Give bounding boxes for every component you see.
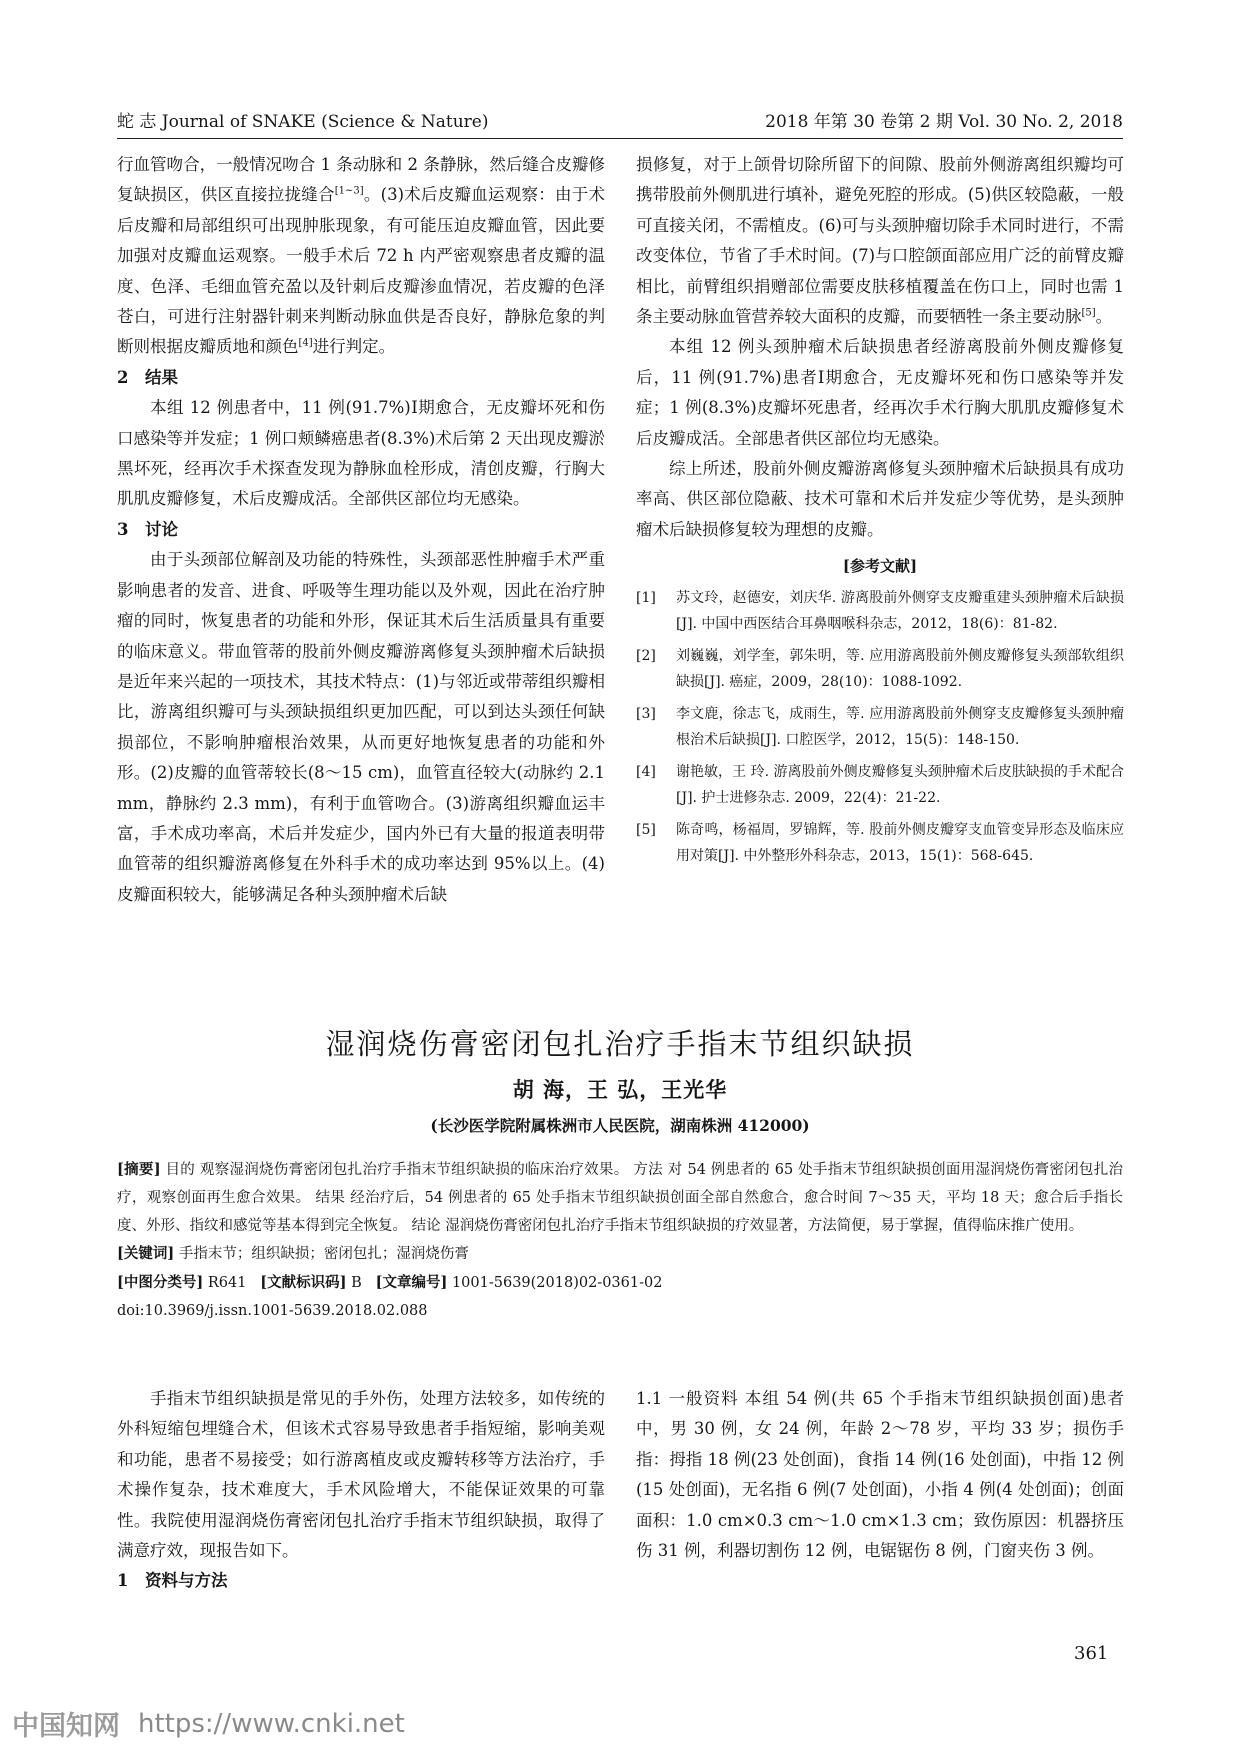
discussion-paragraph: 由于头颈部位解剖及功能的特殊性，头颈部恶性肿瘤手术严重影响患者的发音、进食、呼吸等生理功能以及外观，因此在治疗肿瘤的同时，恢复患者的功能和外形，保证其术后生活质量具有重要的临床意义。带血管蒂的股前外侧皮瓣游离修复头颈肿瘤术后缺损是近年来兴起的一项技术，其技术特点：(1)与邻近或带蒂组织瓣相比，游离组织瓣可与头颈缺损组织更加匹配，可以到达头颈任何缺损部位，不影响肿瘤根治效果，从而更好地恢复患者的功能和外形。(2)皮瓣的血管蒂较长(8～15 cm)，血管直径较大(动脉约 2.1 mm，静脉约 2.3 mm)，有利于血管吻合。(3)游离组织瓣血运丰富，手术成功率高，术后并发症少，国内外已有大量的报道表明带血管蒂的组织瓣游离修复在外科手术的成功率达到 95%以上。(4)皮瓣面积较大，能够满足各种头颈肿瘤术后缺 xyxy=(117,550,605,904)
reference-item xyxy=(636,759,1124,811)
page-number: 361 xyxy=(1074,1643,1109,1664)
reference-text: 刘巍巍，刘学奎，郭朱明，等. 应用游离股前外侧皮瓣修复头颈部软组织缺损[J]. 癌症，2009，28(10)：1088-1092. xyxy=(676,648,1124,691)
running-header xyxy=(117,107,1123,137)
reference-text: 陈奇鸣，杨福周，罗锦辉，等. 股前外侧皮瓣穿支血管变异形态及临床应用对策[J]. 中外整形外科杂志，2013，15(1)：568-645. xyxy=(676,822,1124,865)
intro-right-column xyxy=(636,1384,1124,1566)
header-issue-info: 2018 年第 30 卷第 2 期 Vol. 30 No. 2, 2018 xyxy=(765,112,1123,132)
article-title: 湿润烧伤膏密闭包扎治疗手指末节组织缺损 xyxy=(325,1027,915,1061)
reference-text: 谢艳敏，王 玲. 游离股前外侧皮瓣修复头颈肿瘤术后皮肤缺损的手术配合[J]. 护士进修杂志. 2009，22(4)：21-22. xyxy=(676,764,1124,807)
document-code-label: [文献标识码] xyxy=(260,1274,347,1292)
section-heading-results: 2 结果 xyxy=(117,367,178,387)
abstract-text: 目的 观察湿润烧伤膏密闭包扎治疗手指末节组织缺损的临床治疗效果。 方法 对 54 例患者的 65 处手指末节组织缺损创面用湿润烧伤膏密闭包扎治疗，观察创面再生愈合效果。 结果 经治疗后，54 例患者的 65 处手指末节组织缺损创面全部自然愈合，愈合时间 7～35 天，平均 18 天；愈合后手指长度、外形、指纹和感觉等基本得到完全恢复。 结论 湿润烧伤膏密闭包扎治疗手指末节组织缺损的疗效显著，方法简便，易于掌握，值得临床推广使用。 xyxy=(117,1162,1123,1234)
keywords-text: 手指末节；组织缺损；密闭包扎；湿润烧伤膏 xyxy=(178,1246,469,1263)
reference-number: [1] xyxy=(636,590,656,607)
header-journal-name: 蛇 志 Journal of SNAKE (Science & Nature) xyxy=(117,112,489,132)
abstract-label: [摘要] xyxy=(117,1161,161,1178)
intro-left-column xyxy=(117,1384,605,1597)
classification-line xyxy=(117,1269,1123,1298)
reference-number: [2] xyxy=(636,648,656,665)
reference-item xyxy=(636,585,1124,637)
left-paragraph-1: 行血管吻合，一般情况吻合 1 条动脉和 2 条静脉，然后缝合皮瓣修复缺损区，供区直接拉拢缝合[1~3]。(3)术后皮瓣血运观察：由于术后皮瓣和局部组织可出现肿胀现象，有可能压迫皮瓣血管，因此要加强对皮瓣血运观察。一般手术后 72 h 内严密观察患者皮瓣的温度、色泽、毛细血管充盈以及针刺后皮瓣渗血情况，若皮瓣的色泽苍白，可进行注射器针刺来判断动脉血供是否良好，静脉危象的判断则根据皮瓣质地和颜色[4]进行判定。 xyxy=(117,155,606,357)
reference-item xyxy=(636,817,1124,869)
general-data-paragraph: 1.1 一般资料 本组 54 例(共 65 个手指末节组织缺损创面)患者中，男 30 例，女 24 例，年龄 2～78 岁，平均 33 岁；损伤手指：拇指 18 例(23 处创面)，食指 14 例(16 处创面)，中指 12 例(15 处创面)，无名指 6 例(7 处创面)，小指 4 例(4 处创面)；创面面积：1.0 cm×0.3 cm～1.0 cm×1.3 cm；致伤原因：机器挤压伤 31 例，利器切割伤 12 例，电锯锯伤 8 例，门窗夹伤 3 例。 xyxy=(636,1389,1124,1561)
reference-list xyxy=(636,585,1124,869)
clc-value: R641 xyxy=(207,1275,247,1292)
article-number-value: 1001-5639(2018)02-0361-02 xyxy=(451,1275,663,1292)
reference-text: 李文鹿，徐志飞，成雨生，等. 应用游离股前外侧穿支皮瓣修复头颈肿瘤根治术后缺损[J]. 口腔医学，2012，15(5)：148-150. xyxy=(676,706,1124,749)
right-paragraph-1: 损修复，对于上颌骨切除所留下的间隙、股前外侧游离组织瓣均可携带股前外侧肌进行填补，避免死腔的形成。(5)供区较隐蔽，一般可直接关闭，不需植皮。(6)可与头颈肿瘤切除手术同时进行，不需改变体位，节省了手术时间。(7)与口腔颌面部应用广泛的前臂皮瓣相比，前臂组织捐赠部位需要皮肤移植覆盖在伤口上，同时也需 1 条主要动脉血管营养较大面积的皮瓣，而要牺牲一条主要动脉[5]。 xyxy=(636,155,1124,327)
reference-text: 苏文玲，赵德安，刘庆华. 游离股前外侧穿支皮瓣重建头颈肿瘤术后缺损[J]. 中国中西医结合耳鼻咽喉科杂志，2012，18(6)：81-82. xyxy=(676,590,1124,633)
doi: doi:10.3969/j.issn.1001-5639.2018.02.088 xyxy=(117,1302,428,1319)
right-paragraph-3: 综上所述，股前外侧皮瓣游离修复头颈肿瘤术后缺损具有成功率高、供区部位隐蔽、技术可靠和术后并发症少等优势，是头颈肿瘤术后缺损修复较为理想的皮瓣。 xyxy=(636,459,1124,539)
header-rule xyxy=(117,138,1123,139)
references-title: [参考文献] xyxy=(842,557,918,576)
article-affiliation: (长沙医学院附属株洲市人民医院，湖南株洲 412000) xyxy=(430,1116,810,1135)
left-column xyxy=(117,150,605,910)
cnki-url: https://www.cnki.net xyxy=(138,1708,405,1739)
article-authors: 胡 海，王 弘，王光华 xyxy=(512,1077,728,1102)
abstract xyxy=(117,1156,1123,1240)
cnki-watermark xyxy=(12,1704,405,1743)
reference-number: [5] xyxy=(636,822,656,839)
reference-item xyxy=(636,701,1124,753)
keywords-label: [关键词] xyxy=(117,1245,175,1263)
cnki-logo: 中国知网 xyxy=(12,1711,120,1742)
keywords xyxy=(117,1240,1123,1269)
reference-number: [3] xyxy=(636,706,656,723)
abstract-block xyxy=(117,1156,1123,1326)
right-paragraph-2: 本组 12 例头颈肿瘤术后缺损患者经游离股前外侧皮瓣修复后，11 例(91.7%)患者Ⅰ期愈合，无皮瓣坏死和伤口感染等并发症；1 例(8.3%)皮瓣坏死患者，经再次手术行胸大肌肌皮瓣修复术后皮瓣成活。全部患者供区部位均无感染。 xyxy=(636,337,1124,448)
article-number-label: [文章编号] xyxy=(375,1274,448,1292)
results-paragraph: 本组 12 例患者中，11 例(91.7%)Ⅰ期愈合，无皮瓣坏死和伤口感染等并发症；1 例口颊鳞癌患者(8.3%)术后第 2 天出现皮瓣淤黑坏死，经再次手术探查发现为静脉血栓形成，清创皮瓣，行胸大肌肌皮瓣修复，术后皮瓣成活。全部供区部位均无感染。 xyxy=(117,398,605,509)
reference-item xyxy=(636,643,1124,695)
clc-label: [中图分类号] xyxy=(117,1274,204,1292)
document-code-value: B xyxy=(351,1275,362,1292)
right-column xyxy=(636,150,1124,875)
reference-number: [4] xyxy=(636,764,656,781)
intro-paragraph: 手指末节组织缺损是常见的手外伤，处理方法较多，如传统的外科短缩包埋缝合术，但该术式容易导致患者手指短缩，影响美观和功能，患者不易接受；如行游离植皮或皮瓣转移等方法治疗，手术操作复杂，技术难度大，手术风险增大，不能保证效果的可靠性。我院使用湿润烧伤膏密闭包扎治疗手指末节组织缺损，取得了满意疗效，现报告如下。 xyxy=(117,1389,605,1561)
section-heading-methods: 1 资料与方法 xyxy=(117,1571,228,1591)
section-heading-discussion: 3 讨论 xyxy=(117,519,178,539)
